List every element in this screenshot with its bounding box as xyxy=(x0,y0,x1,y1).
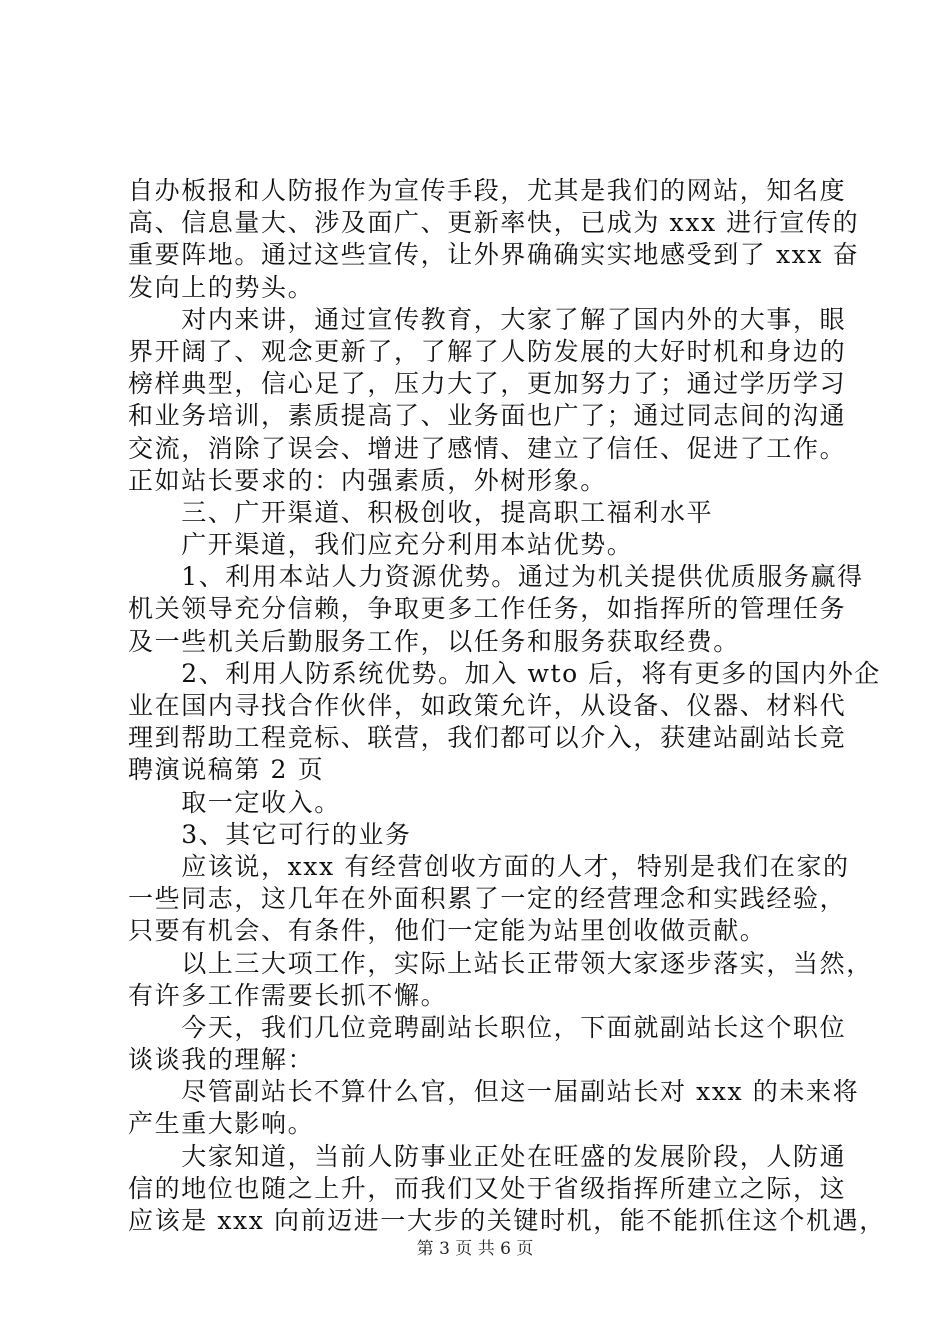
text-line: 界开阔了、观念更新了，了解了人防发展的大好时机和身边的 xyxy=(128,336,847,366)
text-line: 发向上的势头。 xyxy=(128,272,315,302)
text-line: 榜样典型，信心足了，压力大了，更加努力了；通过学历学习 xyxy=(128,369,847,399)
text-line: 一些同志，这几年在外面积累了一定的经营理念和实践经验， xyxy=(128,884,847,914)
text-line: 以上三大项工作，实际上站长正带领大家逐步落实，当然， xyxy=(128,948,873,978)
text-line: 产生重大影响。 xyxy=(128,1109,315,1139)
text-line: 有许多工作需要长抓不懈。 xyxy=(128,980,448,1010)
text-line: 理到帮助工程竞标、联营，我们都可以介入，获建站副站长竞 xyxy=(128,723,847,753)
text-line: 重要阵地。通过这些宣传，让外界确确实实地感受到了 xxx 奋 xyxy=(128,240,860,270)
text-line: 2、利用人防系统优势。加入 wto 后，将有更多的国内外企 xyxy=(128,658,881,688)
text-line: 3、其它可行的业务 xyxy=(128,819,412,849)
text-line: 取一定收入。 xyxy=(128,787,341,817)
text-line: 和业务培训，素质提高了、业务面也广了；通过同志间的沟通 xyxy=(128,401,847,431)
text-line: 1、利用本站人力资源优势。通过为机关提供优质服务赢得 xyxy=(128,562,864,592)
text-line: 尽管副站长不算什么官，但这一届副站长对 xxx 的未来将 xyxy=(128,1077,860,1107)
text-line: 交流，消除了误会、增进了感情、建立了信任、促进了工作。 xyxy=(128,433,847,463)
text-line: 信的地位也随之上升，而我们又处于省级指挥所建立之际，这 xyxy=(128,1173,847,1203)
page-number-footer: 第 3 页 共 6 页 xyxy=(416,1239,534,1259)
text-line: 业在国内寻找合作伙伴，如政策允许，从设备、仪器、材料代 xyxy=(128,691,847,720)
text-line: 今天，我们几位竞聘副站长职位，下面就副站长这个职位 xyxy=(128,1012,847,1042)
text-line: 应该是 xxx 向前迈进一大步的关键时机，能不能抓住这个机遇， xyxy=(128,1206,886,1235)
section-heading: 三、广开渠道、积极创收，提高职工福利水平 xyxy=(128,497,714,527)
text-line: 机关领导充分信赖，争取更多工作任务，如指挥所的管理任务 xyxy=(128,594,847,624)
text-line: 聘演说稿第 2 页 xyxy=(128,755,325,785)
text-line: 高、信息量大、涉及面广、更新率快，已成为 xxx 进行宣传的 xyxy=(128,208,860,238)
document-body xyxy=(128,175,886,1237)
text-line: 应该说，xxx 有经营创收方面的人才，特别是我们在家的 xyxy=(128,851,850,881)
text-line: 及一些机关后勤服务工作，以任务和服务获取经费。 xyxy=(128,626,740,656)
text-line: 谈谈我的理解： xyxy=(128,1045,315,1075)
text-line: 广开渠道，我们应充分利用本站优势。 xyxy=(128,530,634,560)
text-line: 自办板报和人防报作为宣传手段，尤其是我们的网站，知名度 xyxy=(128,176,847,205)
text-line: 大家知道，当前人防事业正处在旺盛的发展阶段，人防通 xyxy=(128,1141,847,1171)
text-line: 对内来讲，通过宣传教育，大家了解了国内外的大事，眼 xyxy=(128,304,847,334)
text-line: 正如站长要求的：内强素质，外树形象。 xyxy=(128,465,607,495)
text-line: 只要有机会、有条件，他们一定能为站里创收做贡献。 xyxy=(128,916,767,946)
